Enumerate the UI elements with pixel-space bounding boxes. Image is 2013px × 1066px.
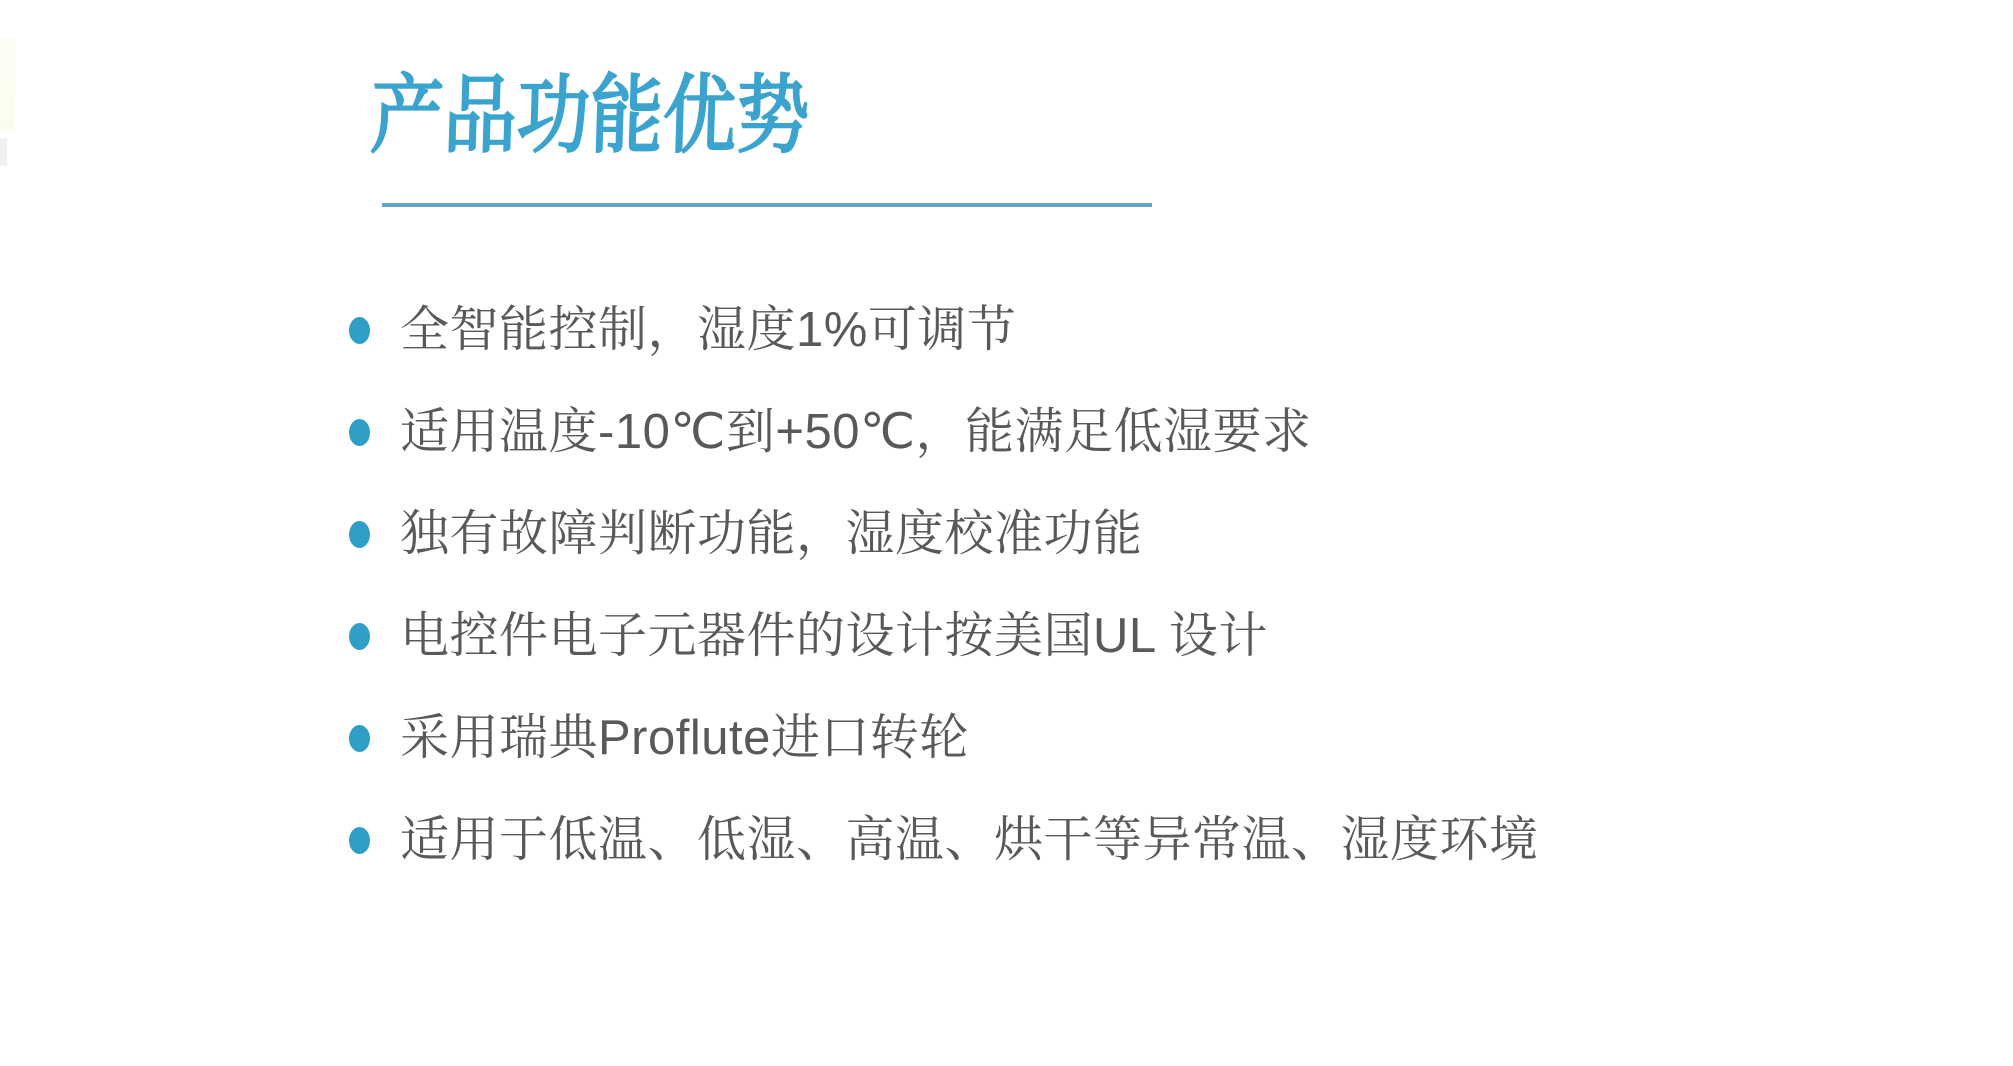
list-item-text: 全智能控制，湿度1%可调节 [400, 302, 1017, 357]
list-item-text: 适用温度-10℃到+50℃，能满足低湿要求 [400, 404, 1312, 459]
bullet-dot-icon [349, 419, 370, 446]
feature-bullet-list [349, 279, 1539, 891]
list-item [349, 585, 1539, 687]
list-item-text: 独有故障判断功能，湿度校准功能 [400, 506, 1143, 561]
list-item-text: 电控件电子元器件的设计按美国UL 设计 [400, 608, 1268, 663]
list-item-text: 采用瑞典Proflute进口转轮 [400, 710, 969, 765]
list-item-text: 适用于低温、低湿、高温、烘干等异常温、湿度环境 [400, 812, 1539, 867]
list-item [349, 687, 1539, 789]
title-underline [382, 203, 1152, 207]
left-edge-artifact-inner [0, 138, 7, 166]
left-edge-artifact [0, 38, 15, 131]
list-item [349, 483, 1539, 585]
bullet-dot-icon [349, 521, 370, 548]
bullet-dot-icon [349, 317, 370, 344]
list-item [349, 381, 1539, 483]
list-item [349, 789, 1539, 891]
bullet-dot-icon [349, 623, 370, 650]
bullet-dot-icon [349, 827, 370, 854]
list-item [349, 279, 1539, 381]
bullet-dot-icon [349, 725, 370, 752]
page-title: 产品功能优势 [369, 68, 811, 164]
